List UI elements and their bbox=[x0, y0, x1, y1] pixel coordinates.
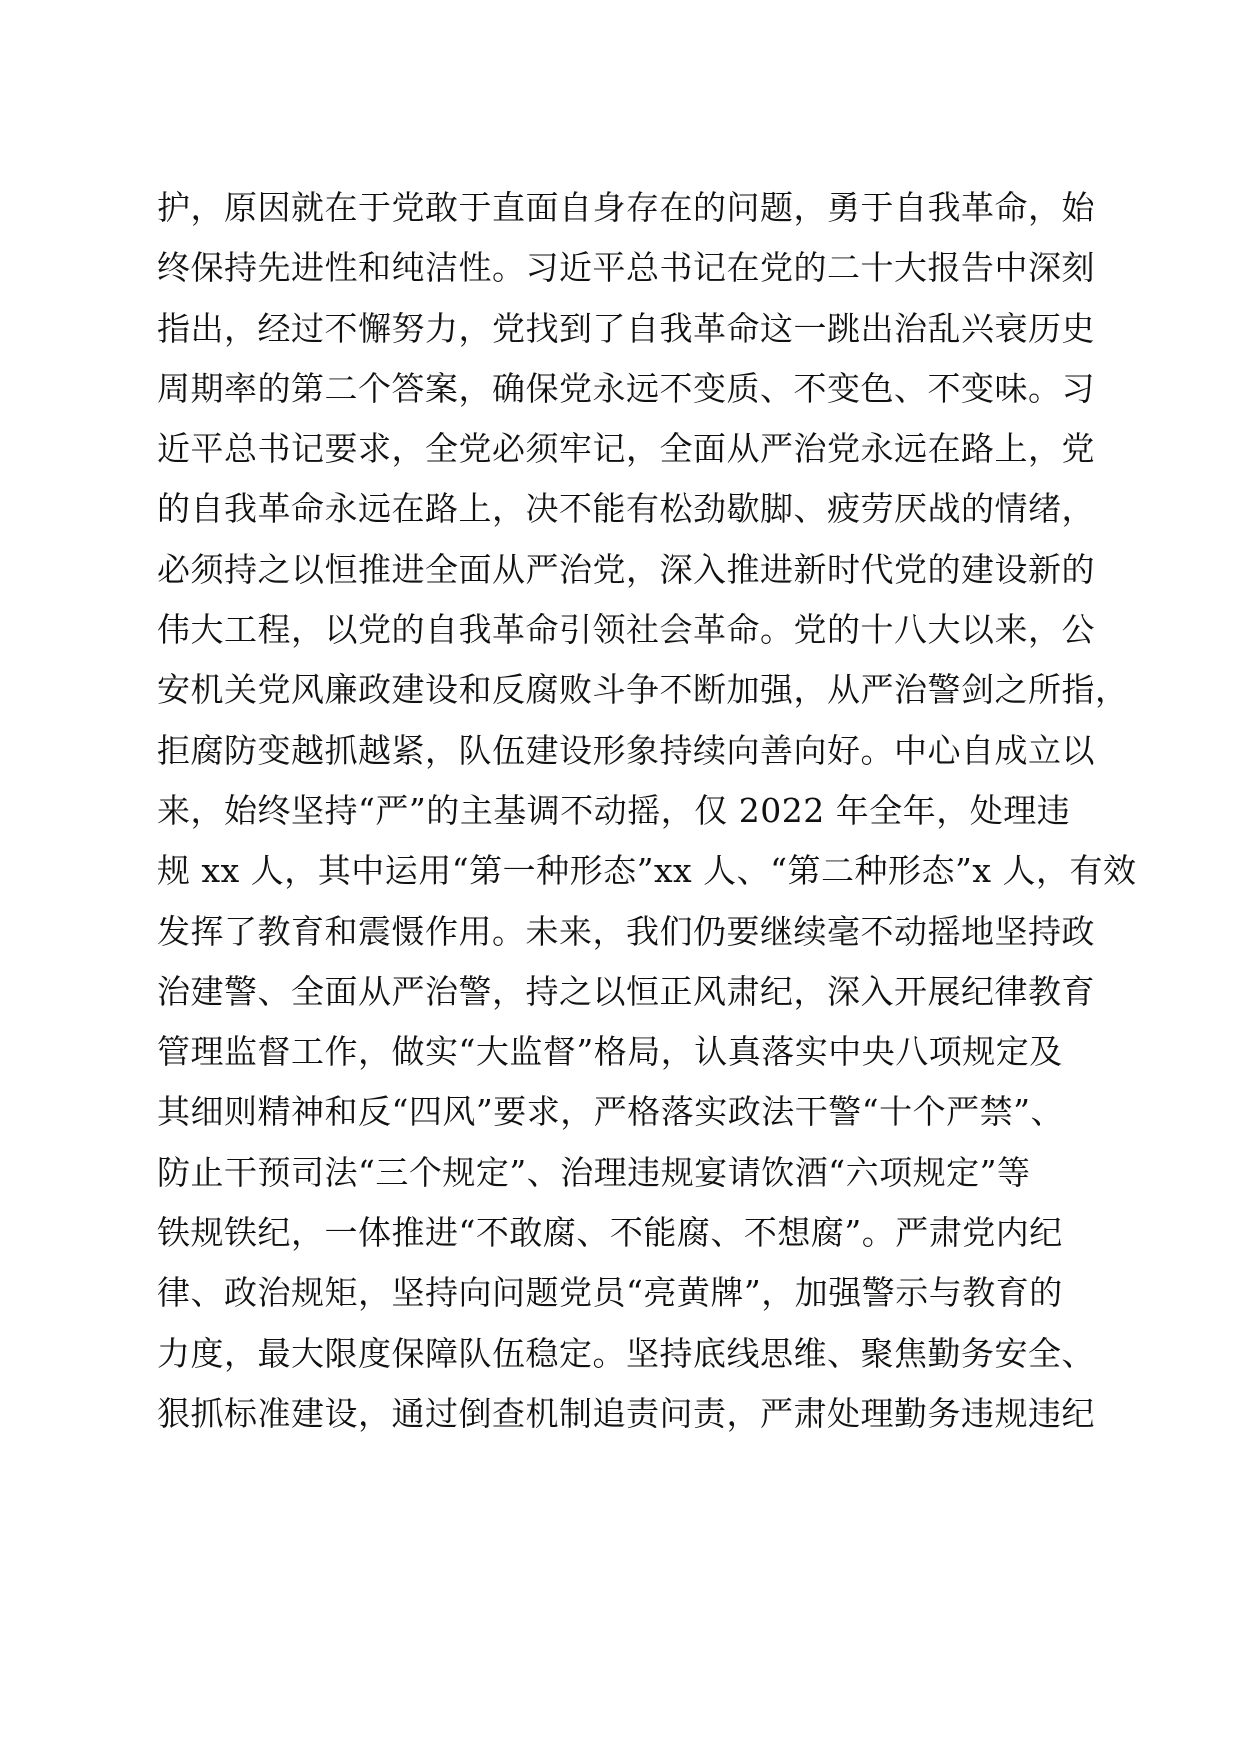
body-paragraph bbox=[157, 178, 1137, 1444]
paragraph-line: 拒腐防变越抓越紧，队伍建设形象持续向善向好。中心自成立以 bbox=[157, 730, 1095, 770]
paragraph-line: 铁规铁纪，一体推进“不敢腐、不能腐、不想腐”。严肃党内纪 bbox=[157, 1213, 1063, 1253]
paragraph-line: 近平总书记要求，全党必须牢记，全面从严治党永远在路上，党 bbox=[157, 429, 1095, 469]
paragraph-line: 伟大工程，以党的自我革命引领社会革命。党的十八大以来，公 bbox=[157, 610, 1095, 650]
paragraph-line: 终保持先进性和纯洁性。习近平总书记在党的二十大报告中深刻 bbox=[157, 248, 1095, 288]
paragraph-line: 力度，最大限度保障队伍稳定。坚持底线思维、聚焦勤务安全、 bbox=[157, 1333, 1095, 1373]
paragraph-line: 的自我革命永远在路上，决不能有松劲歇脚、疲劳厌战的情绪， bbox=[157, 489, 1095, 529]
paragraph-line: 发挥了教育和震慑作用。未来，我们仍要继续毫不动摇地坚持政 bbox=[157, 911, 1095, 951]
paragraph-line: 必须持之以恒推进全面从严治党，深入推进新时代党的建设新的 bbox=[157, 549, 1095, 589]
paragraph-line: 指出，经过不懈努力，党找到了自我革命这一跳出治乱兴衰历史 bbox=[157, 308, 1095, 348]
paragraph-line: 律、政治规矩，坚持向问题党员“亮黄牌”，加强警示与教育的 bbox=[157, 1273, 1063, 1313]
paragraph-line: 管理监督工作，做实“大监督”格局，认真落实中央八项规定及 bbox=[157, 1032, 1063, 1072]
paragraph-line: 来，始终坚持“严”的主基调不动摇，仅 2022 年全年，处理违 bbox=[157, 790, 1071, 830]
paragraph-line: 其细则精神和反“四风”要求，严格落实政法干警“十个严禁”、 bbox=[157, 1092, 1064, 1132]
paragraph-line: 治建警、全面从严治警，持之以恒正风肃纪，深入开展纪律教育 bbox=[157, 971, 1095, 1011]
paragraph-line: 防止干预司法“三个规定”、治理违规宴请饮酒“六项规定”等 bbox=[157, 1152, 1031, 1192]
paragraph-line: 狠抓标准建设，通过倒查机制追责问责，严肃处理勤务违规违纪 bbox=[157, 1393, 1095, 1433]
paragraph-line: 规 xx 人，其中运用“第一种形态”xx 人、“第二种形态”x 人，有效 bbox=[157, 851, 1137, 891]
paragraph-line: 周期率的第二个答案，确保党永远不变质、不变色、不变味。习 bbox=[157, 368, 1095, 408]
paragraph-line: 护，原因就在于党敢于直面自身存在的问题，勇于自我革命，始 bbox=[157, 188, 1095, 227]
paragraph-line: 安机关党风廉政建设和反腐败斗争不断加强，从严治警剑之所指， bbox=[157, 670, 1129, 710]
